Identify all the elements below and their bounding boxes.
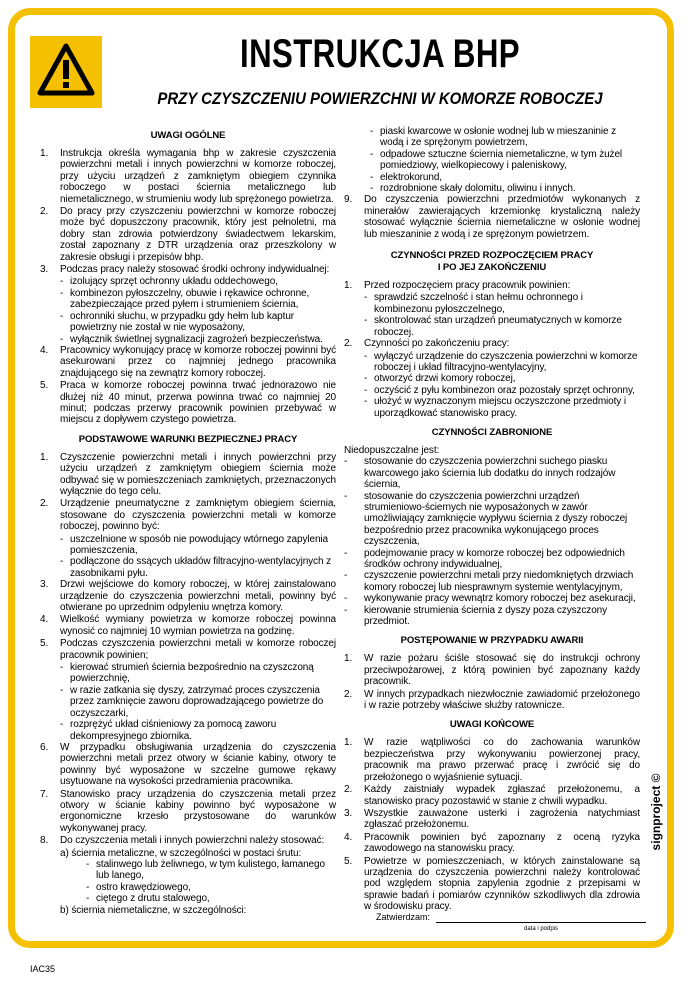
dash-item: - czyszczenie powierzchni metali przy niedomkniętych drzwiach komory roboczej lub niesprawnym systemie wentylacyjnym, xyxy=(344,570,634,593)
dash-item: - kierować strumień ściernia bezpośrednio na czyszczoną powierzchnię, xyxy=(60,662,314,685)
product-code: IAC35 xyxy=(30,964,56,974)
list-item: 7. Stanowisko pracy urządzenia do czyszczenia metali przez otwory w ścianie kabiny powinno być wyposażone w ergonomiczne krzesło przystosowane do warunków wykonywanej pracy. xyxy=(40,788,336,834)
section-title: I PO JEJ ZAKOŃCZENIU xyxy=(437,262,547,274)
signature-line xyxy=(436,922,646,923)
list-item: 3. Drzwi wejściowe do komory roboczej, w której zainstalowano urządzenie do czyszczenia powierzchni metali, powinny być otwierane po uprzednim odpyleniu wnętrza komory. xyxy=(40,579,336,614)
page-subtitle: PRZY CZYSZCZENIU POWIERZCHNI W KOMORZE ROBOCZEJ xyxy=(157,89,603,108)
approval-label: Zatwierdzam: xyxy=(376,912,431,922)
list-item: 2. Do pracy przy czyszczeniu powierzchni w komorze roboczej może być dopuszczony pracownik, który jest pełnoletni, ma dobry stan zdrowia potwierdzony świadectwem lekarskim, został zapoznany z DTR urządzenia oraz przeszkolony w zakresie obsługi i przepisów bhp. xyxy=(40,206,336,263)
list-item: 2. Urządzenie pneumatyczne z zamkniętym obiegiem ściernia, stosowane do czyszczenia powierzchni metali w komorze roboczej, powinno być: xyxy=(40,498,336,533)
dash-item: - ostro krawędziowego, xyxy=(86,881,191,893)
dash-item: - sprawdzić szczelność i stan hełmu ochronnego i kombinezonu pyłoszczelnego, xyxy=(364,292,583,315)
dash-item: - w razie zatkania się dyszy, zatrzymać proces czyszczenia przez zamknięcie zaworu doprowadzającego powietrze do oczyszczarki, xyxy=(60,684,324,719)
section-title: CZYNNOŚCI ZABRONIONE xyxy=(431,426,553,438)
list-item: 2. Czynności po zakończeniu pracy: xyxy=(344,338,510,350)
dash-item: - wyłączyć urządzenie do czyszczenia powierzchni w komorze roboczej i układ filtracyjno-wentylacyjny, xyxy=(364,350,638,373)
dash-item: - stosowanie do czyszczenia powierzchni urządzeń strumieniowo-ściernych nie wyposażonych w zawór umożliwiający zamknięcie wypływu ściernia z dyszy roboczej bezpośrednio przez pracownika wykonującego proces czyszczenia, xyxy=(344,490,628,548)
list-item: 9. Do czyszczenia powierzchni przedmiotów wykonanych z minerałów zawierających krzemionkę krystaliczną należy stosować wyłącznie ściernia niemetaliczne w osłonie wodnej lub mieszaninie z wodą i ze sprężonym powietrzem. xyxy=(344,194,640,240)
dash-item: - skontrolować stan urządzeń pneumatycznych w komorze roboczej. xyxy=(364,315,622,338)
page-title: INSTRUKCJA BHP xyxy=(240,32,520,76)
list-item: 4. Pracownik powinien być zapoznany z oceną ryzyka zawodowego na stanowisku pracy. xyxy=(344,831,640,855)
sub-item: b) ściernia niemetaliczne, w szczególności: xyxy=(60,904,247,916)
left-column xyxy=(40,126,336,916)
dash-item: - izolujący sprzęt ochronny układu oddechowego, xyxy=(60,276,278,288)
list-item: 1. Czyszczenie powierzchni metali i innych powierzchni przy użyciu urządzeń z zamkniętym obiegiem ściernia może odbywać się w pomieszczeniach zamkniętych, przeznaczonych wyłącznie do tego celu. xyxy=(40,451,336,497)
dash-item: - ułożyć w wyznaczonym miejscu oczyszczone przedmioty i uporządkować stanowisko pracy. xyxy=(364,396,627,419)
dash-item: - ochronniki słuchu, w przypadku gdy hełm lub kaptur powietrzny nie został w nie wyposażony, xyxy=(60,310,295,334)
signature-caption: data i podpis xyxy=(523,926,559,932)
dash-item: - podłączone do ssących układów filtracyjno-wentylacyjnych z zasobnikami pyłu. xyxy=(60,556,331,579)
section-title: POSTĘPOWANIE W PRZYPADKU AWARII xyxy=(400,635,584,647)
list-item: 1. Instrukcja określa wymagania bhp w zakresie czyszczenia powierzchni metali i innych powierzchni w komorze roboczej, przy użyciu urządzeń z zamkniętym obiegiem czynnika roboczego w postaci ściernia metalicznego lub niemetalicznego, w strumieniu wody lub sprężonego powietrza. xyxy=(40,148,336,205)
list-item: 3. Podczas pracy należy stosować środki ochrony indywidualnej: xyxy=(40,264,330,276)
dash-item: - wyłącznik świetlnej sygnalizacji zagrożeń bezpieczeństwa. xyxy=(60,333,323,345)
dash-item: - elektrokorund, xyxy=(370,171,442,183)
section-title: UWAGI KOŃCOWE xyxy=(449,719,535,731)
dash-item: - kombinezon pyłoszczelny, obuwie i rękawice ochronne, zabezpieczające przed pyłem i strumieniem ściernia, xyxy=(60,287,310,311)
list-item: 2. W innych przypadkach niezwłocznie zawiadomić przełożonego i w razie potrzeby właściwe służby ratownicze. xyxy=(344,688,640,712)
warning-badge xyxy=(30,36,102,108)
dash-item: - kierowanie strumienia ściernia z dyszy poza czyszczony przedmiot. xyxy=(344,604,608,628)
dash-item: - stosowanie do czyszczenia powierzchni suchego piasku kwarcowego jako ściernia lub dodatku do innych rodzajów ściernia, xyxy=(344,456,616,491)
dash-item: - ciętego z drutu stalowego, xyxy=(86,893,210,905)
brand-text: signproject © xyxy=(649,773,663,851)
section-title: PODSTAWOWE WARUNKI BEZPIECZNEJ PRACY xyxy=(78,433,298,445)
section-title: UWAGI OGÓLNE xyxy=(150,130,226,141)
list-item: 2. Każdy zaistniały wypadek zgłaszać przełożonemu, a stanowisko pracy pozostawić w stanie z chwili wypadku. xyxy=(344,784,640,807)
section-intro: Niedopuszczalne jest: xyxy=(344,444,440,456)
list-item: 5. Powietrze w pomieszczeniach, w których zainstalowane są urządzenia do czyszczenia powierzchni należy kontrolować pod względem stopnia zapylenia zgodnie z przepisami w sprawie badań i pomiarów czynników szkodliwych dla zdrowia w środowisku pracy. xyxy=(344,855,640,913)
right-column xyxy=(344,126,640,914)
brand-mark xyxy=(646,720,662,910)
list-item: 5. Podczas czyszczenia powierzchni metali w komorze roboczej pracownik powinien; xyxy=(40,638,336,661)
dash-item: - wykonywanie pracy wewnątrz komory roboczej bez asekuracji, xyxy=(344,593,636,605)
section-title: CZYNNOŚCI PRZED ROZPOCZĘCIEM PRACY xyxy=(390,250,594,262)
list-item: 4. Pracownicy wykonujący pracę w komorze roboczej powinni być asekurowani przez co najmniej jednego pracownika znajdującego się na zewnątrz komory roboczej. xyxy=(40,344,336,379)
dash-item: - oczyścić z pyłu kombinezon oraz pozostały sprzęt ochronny, xyxy=(364,384,635,396)
dash-item: - stalinwego lub żeliwnego, w tym kulistego, łamanego lub lanego, xyxy=(86,858,325,882)
sub-item: a) ściernia metaliczne, w szczególności w postaci śrutu: xyxy=(60,847,302,859)
list-item: 3. Wszystkie zauważone usterki i zagrożenia natychmiast zgłaszać przełożonemu. xyxy=(344,807,640,831)
dash-item: - uszczelnione w sposób nie powodujący wtórnego zapylenia pomieszczenia, xyxy=(60,533,328,556)
dash-item: - rozprężyć układ ciśnieniowy za pomocą zaworu dekompresyjnego zbiornika. xyxy=(60,719,277,742)
list-item: 1. Przed rozpoczęciem pracy pracownik powinien: xyxy=(344,280,571,292)
list-item: 6. W przypadku obsługiwania urządzenia do czyszczenia powierzchni metali przez otwory w ścianie kabiny, otwory te powinny być wyposażone w szczelne gumowe rękawy usytuowane na wysokości przedramienia pracownika. xyxy=(40,741,336,788)
warning-triangle-icon xyxy=(37,42,95,98)
list-item: 5. Praca w komorze roboczej powinna trwać jednorazowo nie dłużej niż 40 minut, przerwa powinna trwać co najmniej 20 minut; podczas przerwy pracownik powinien przebywać w miejscu z dopływem czystego powietrza. xyxy=(40,380,336,426)
dash-item: - piaski kwarcowe w osłonie wodnej lub w mieszaninie z wodą i ze sprężonym powietrzem, xyxy=(370,126,617,149)
list-item: 1. W razie pożaru ściśle stosować się do instrukcji ochrony przeciwpożarowej, z którą powinien być zapoznany każdy pracownik. xyxy=(344,653,640,688)
dash-item: - odpadowe sztuczne ściernia niemetaliczne, w tym żużel pomiedziowy, wielkopiecowy i paleniskowy, xyxy=(370,148,623,172)
dash-item: - podejmowanie pracy w komorze roboczej bez odpowiednich środków ochrony indywidualnej, xyxy=(344,547,625,570)
list-item: 1. W razie wątpliwości co do zachowania warunków bezpieczeństwa przy wykonywaniu powierzonej pracy, pracownik ma prawo przerwać pracę i zwrócić się do przełożonego o wyjaśnienie sytuacji. xyxy=(344,737,640,783)
dash-item: - otworzyć drzwi komory roboczej, xyxy=(364,373,516,385)
list-item: 8. Do czyszczenia metali i innych powierzchni należy stosować: xyxy=(40,835,325,847)
list-item: 4. Wielkość wymiany powietrza w komorze roboczej powinna wynosić co najmniej 10 wymian powietrza na godzinę. xyxy=(40,614,336,637)
dash-item: - rozdrobnione skały dolomitu, oliwinu i innych. xyxy=(370,183,576,195)
